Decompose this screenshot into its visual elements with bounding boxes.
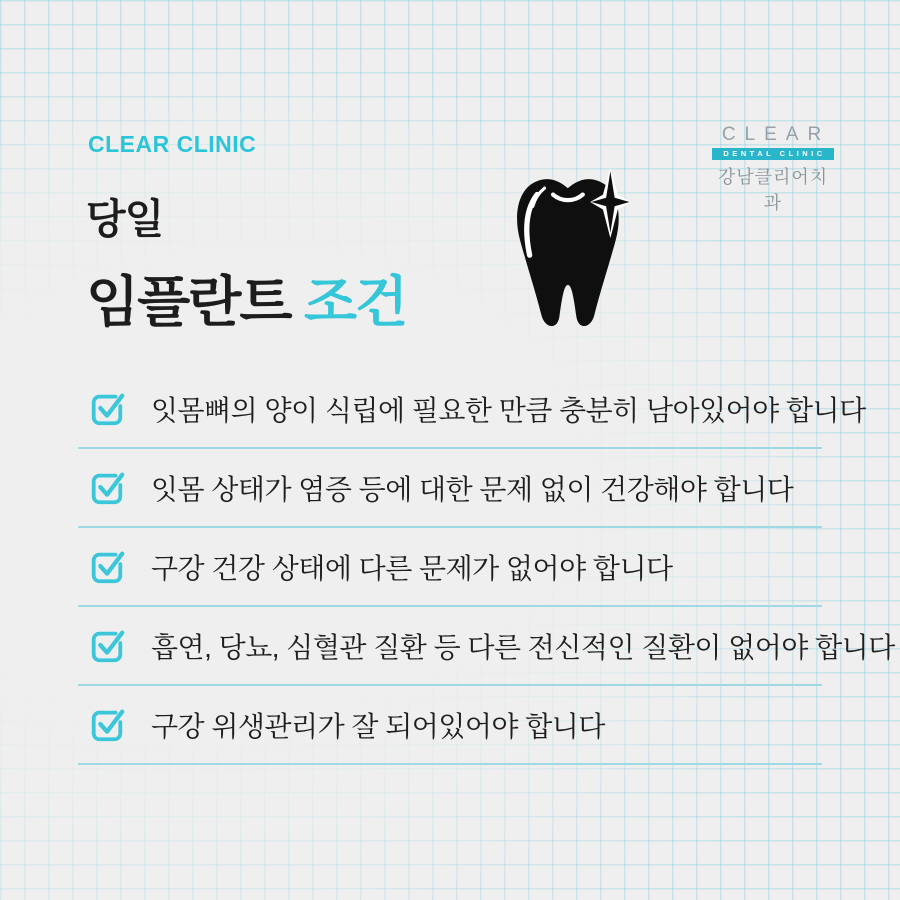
checklist-item <box>78 449 822 528</box>
condition-checklist <box>78 370 895 765</box>
title-line1: 당일 <box>86 196 164 242</box>
title-line2-accent: 조건 <box>303 271 407 333</box>
logo-clinic-name: 강남클리어치과 <box>717 167 829 213</box>
checkbox-check-icon <box>88 705 126 745</box>
checklist-item-text: 잇몸 상태가 염증 등에 대한 문제 없이 건강해야 합니다 <box>151 473 794 505</box>
checklist-item-text: 잇몸뼈의 양이 식립에 필요한 만큼 충분히 남아있어야 합니다 <box>151 394 866 426</box>
brand-header: CLEAR CLINIC <box>88 131 257 157</box>
checklist-item-text: 흡연, 당뇨, 심혈관 질환 등 다른 전신적인 질환이 없어야 합니다 <box>151 631 895 663</box>
checklist-item <box>78 607 895 686</box>
checkbox-check-icon <box>88 468 126 508</box>
logo-wordmark: CLEAR <box>721 124 831 145</box>
checklist-item-text: 구강 위생관리가 잘 되어있어야 합니다 <box>151 710 605 742</box>
tooth-icon <box>501 168 639 338</box>
checklist-item <box>78 370 866 449</box>
checkbox-check-icon <box>88 389 126 429</box>
title-line2 <box>86 258 406 337</box>
checklist-item <box>78 528 822 607</box>
logo-tagline-bar: DENTAL CLINIC <box>712 148 834 160</box>
checklist-item <box>78 686 822 765</box>
clinic-logo <box>712 124 834 215</box>
title-line2-main: 임플란트 <box>86 271 291 333</box>
page-title <box>86 186 406 337</box>
checklist-item-text: 구강 건강 상태에 다른 문제가 없어야 합니다 <box>151 552 673 584</box>
checkbox-check-icon <box>88 547 126 587</box>
checkbox-check-icon <box>88 626 126 666</box>
